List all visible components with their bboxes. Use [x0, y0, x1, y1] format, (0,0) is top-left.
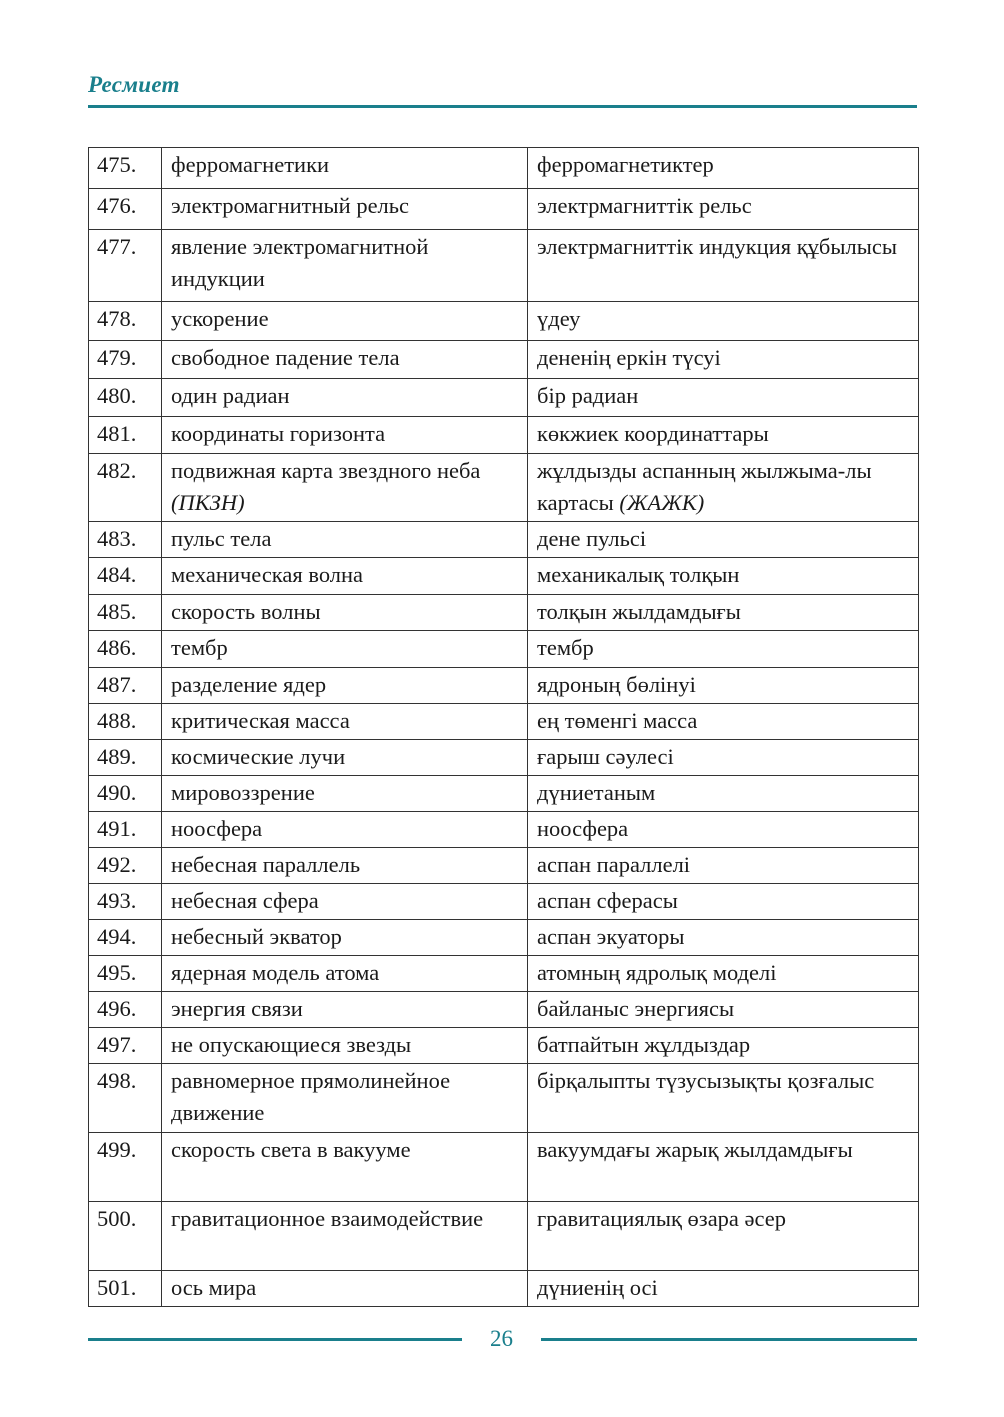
table-row [89, 920, 919, 956]
kazakh-term: аспан сферасы [528, 884, 919, 920]
entry-number: 487. [89, 668, 162, 704]
russian-term: небесный экватор [162, 920, 528, 956]
table-row [89, 379, 919, 417]
table-row [89, 668, 919, 704]
kazakh-term: гравитациялық өзара әсер [528, 1202, 919, 1271]
kazakh-term: бірқалыпты түзусызықты қозғалыс [528, 1064, 919, 1133]
entry-number: 488. [89, 704, 162, 740]
table-row [89, 189, 919, 230]
kazakh-term: аспан параллелі [528, 848, 919, 884]
entry-number: 492. [89, 848, 162, 884]
kazakh-term: дененің еркін түсуі [528, 341, 919, 379]
entry-number: 483. [89, 522, 162, 558]
glossary-table [88, 147, 919, 1307]
table-row [89, 631, 919, 668]
kazakh-term: механикалық толқын [528, 558, 919, 595]
russian-term: координаты горизонта [162, 417, 528, 454]
entry-number: 481. [89, 417, 162, 454]
table-row [89, 704, 919, 740]
russian-term: скорость волны [162, 595, 528, 631]
russian-term: космические лучи [162, 740, 528, 776]
table-row [89, 812, 919, 848]
kazakh-term: аспан экуаторы [528, 920, 919, 956]
kazakh-term: вакуумдағы жарық жылдамдығы [528, 1133, 919, 1202]
kazakh-term [528, 454, 919, 522]
russian-term: механическая волна [162, 558, 528, 595]
russian-term: небесная сфера [162, 884, 528, 920]
entry-number: 497. [89, 1028, 162, 1064]
table-row [89, 522, 919, 558]
entry-number: 480. [89, 379, 162, 417]
russian-term: явление электромагнитной индукции [162, 230, 528, 302]
russian-term: мировоззрение [162, 776, 528, 812]
russian-term: один радиан [162, 379, 528, 417]
kazakh-term: электрмагниттік индукция құбылысы [528, 230, 919, 302]
kazakh-term: дүниенің осі [528, 1271, 919, 1307]
table-row [89, 1271, 919, 1307]
entry-number: 493. [89, 884, 162, 920]
table-row [89, 848, 919, 884]
russian-term: ноосфера [162, 812, 528, 848]
kazakh-term: ғарыш сәулесі [528, 740, 919, 776]
russian-term: ядерная модель атома [162, 956, 528, 992]
kazakh-term: батпайтын жұлдыздар [528, 1028, 919, 1064]
header-rule [88, 105, 917, 108]
entry-number: 499. [89, 1133, 162, 1202]
table-row [89, 558, 919, 595]
russian-term: ось мира [162, 1271, 528, 1307]
table-row [89, 595, 919, 631]
table-row [89, 230, 919, 302]
russian-term: тембр [162, 631, 528, 668]
entry-number: 478. [89, 302, 162, 341]
russian-term: пульс тела [162, 522, 528, 558]
entry-number: 491. [89, 812, 162, 848]
running-header-title: Ресмиет [88, 72, 180, 97]
table-row [89, 1202, 919, 1271]
table-row [89, 884, 919, 920]
russian-term: равномерное прямолинейное движение [162, 1064, 528, 1133]
table-row [89, 1028, 919, 1064]
entry-number: 501. [89, 1271, 162, 1307]
entry-number: 485. [89, 595, 162, 631]
kazakh-term: электрмагниттік рельс [528, 189, 919, 230]
table-row [89, 776, 919, 812]
entry-number: 486. [89, 631, 162, 668]
entry-number: 476. [89, 189, 162, 230]
table-row [89, 417, 919, 454]
table-row [89, 302, 919, 341]
kazakh-term-text: жұлдызды аспанның жылжыма-лы картасы [537, 458, 872, 515]
russian-term: энергия связи [162, 992, 528, 1028]
table-row [89, 1064, 919, 1133]
russian-term: критическая масса [162, 704, 528, 740]
entry-number: 498. [89, 1064, 162, 1133]
glossary-body [89, 148, 919, 1307]
footer-rule-right [541, 1338, 917, 1341]
table-row [89, 740, 919, 776]
kazakh-abbreviation: (ЖАЖК) [619, 490, 705, 515]
page-number: 26 [490, 1326, 513, 1351]
table-row [89, 1133, 919, 1202]
kazakh-term: дене пульсі [528, 522, 919, 558]
kazakh-term: үдеу [528, 302, 919, 341]
kazakh-term: бір радиан [528, 379, 919, 417]
kazakh-term: ферромагнетиктер [528, 148, 919, 189]
entry-number: 496. [89, 992, 162, 1028]
russian-term: свободное падение тела [162, 341, 528, 379]
entry-number: 475. [89, 148, 162, 189]
table-row [89, 148, 919, 189]
table-row [89, 341, 919, 379]
russian-term-text: подвижная карта звездного неба [171, 458, 481, 483]
russian-term: скорость света в вакууме [162, 1133, 528, 1202]
entry-number: 489. [89, 740, 162, 776]
entry-number: 484. [89, 558, 162, 595]
russian-term: гравитационное взаимодействие [162, 1202, 528, 1271]
russian-term: ферромагнетики [162, 148, 528, 189]
russian-term: небесная параллель [162, 848, 528, 884]
table-row [89, 992, 919, 1028]
entry-number: 479. [89, 341, 162, 379]
kazakh-term: толқын жылдамдығы [528, 595, 919, 631]
kazakh-term: көкжиек координаттары [528, 417, 919, 454]
russian-term: разделение ядер [162, 668, 528, 704]
kazakh-term: байланыс энергиясы [528, 992, 919, 1028]
table-row [89, 454, 919, 522]
footer-rule-left [88, 1338, 462, 1341]
russian-term: электромагнитный рельс [162, 189, 528, 230]
table-row [89, 956, 919, 992]
entry-number: 482. [89, 454, 162, 522]
entry-number: 490. [89, 776, 162, 812]
kazakh-term: ноосфера [528, 812, 919, 848]
kazakh-term: ядроның бөлінуі [528, 668, 919, 704]
entry-number: 500. [89, 1202, 162, 1271]
entry-number: 495. [89, 956, 162, 992]
kazakh-term: ең төменгі масса [528, 704, 919, 740]
russian-term: ускорение [162, 302, 528, 341]
russian-abbreviation: (ПКЗН) [171, 490, 245, 515]
entry-number: 494. [89, 920, 162, 956]
russian-term [162, 454, 528, 522]
kazakh-term: атомның ядролық моделі [528, 956, 919, 992]
kazakh-term: тембр [528, 631, 919, 668]
russian-term: не опускающиеся звезды [162, 1028, 528, 1064]
entry-number: 477. [89, 230, 162, 302]
kazakh-term: дүниетаным [528, 776, 919, 812]
